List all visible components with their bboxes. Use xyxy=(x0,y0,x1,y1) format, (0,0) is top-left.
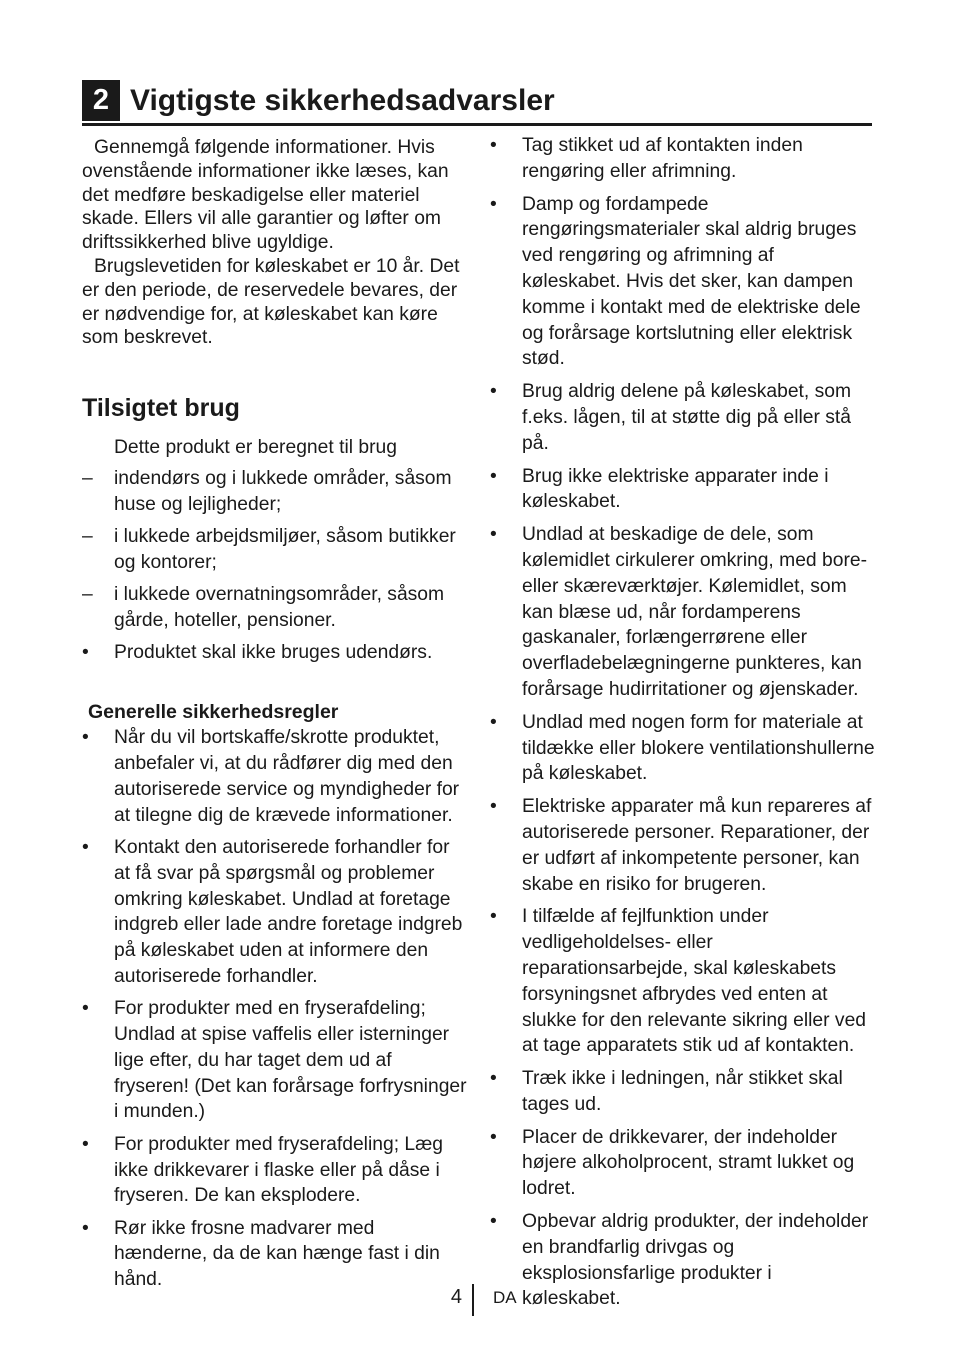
bullet-marker: • xyxy=(490,906,497,928)
dash-marker: – xyxy=(82,526,93,548)
section-header xyxy=(82,80,872,126)
bullet-marker: • xyxy=(490,193,497,215)
intended-use-intro: Dette produkt er beregnet til brug xyxy=(114,437,397,459)
page-number: 4 xyxy=(450,1286,462,1308)
list-item: • Elektriske apparater må kun repareres af autoriserede personer. Reparationer, der er udført af inkompetente personer, kan skabe en risiko for brugeren. xyxy=(490,796,872,895)
list-item: • Undlad at beskadige de dele, som kølemidlet cirkulerer omkring, med bore- eller skæreværktøjer. Kølemidlet, som kan blæse ud, når fordamperens gaskanaler, forlængerrørene eller overfladebelægningerne punkteres, kan forårsage hudirritationer og øjenskader. xyxy=(490,524,868,700)
list-item: • For produkter med en fryserafdeling; Undlad at spise vaffelis eller isterninger lige efter, du har taget dem ud af fryseren! (Det kan forårsage forfrysninger i munden.) xyxy=(82,998,467,1123)
dash-marker: – xyxy=(82,468,93,490)
list-item: • Opbevar aldrig produkter, der indeholder en brandfarlig drivgas og eksplosionsfarlige produkter i køleskabet. xyxy=(490,1211,869,1310)
list-item: • Rør ikke frosne madvarer med hænderne, da de kan hænge fast i din hånd. xyxy=(82,1217,440,1291)
section-number: 2 xyxy=(82,80,120,121)
bullet-marker: • xyxy=(82,642,89,664)
list-item: – i lukkede arbejdsmiljøer, såsom butikker og kontorer; xyxy=(82,526,456,574)
bullet-marker: • xyxy=(82,998,89,1020)
list-item: – i lukkede overnatningsområder, såsom gårde, hoteller, pensioner. xyxy=(82,584,445,632)
list-item: • Brug aldrig delene på køleskabet, som f.eks. lågen, til at støtte dig på eller stå på. xyxy=(490,381,852,454)
list-item: • Kontakt den autoriserede forhandler for at få svar på spørgsmål og problemer omkring køleskabet. Undlad at foretage indgreb eller lade andre foretage indgreb på køleskabet uden at informere den autoriserede forhandler. xyxy=(82,836,463,987)
bullet-marker: • xyxy=(490,381,497,403)
intro-paragraph-1: Gennemgå følgende informationer. Hvis ovenstående informationer ikke læses, kan det medføre beskadigelse eller materiel skade. Ellers vil alle garantier og løfter om driftssikkerhed blive ugyldige. xyxy=(82,137,449,254)
bullet-marker: • xyxy=(490,135,497,156)
page-footer xyxy=(0,1280,954,1320)
intended-use-dash-list xyxy=(82,466,467,634)
bullet-marker: • xyxy=(490,465,497,487)
bullet-marker: • xyxy=(490,524,497,546)
list-item: • For produkter med fryserafdeling; Læg ikke drikkevarer i flaske eller på dåse i fryseren. De kan eksplodere. xyxy=(82,1133,444,1207)
list-item: • Brug ikke elektriske apparater inde i køleskabet. xyxy=(490,465,829,513)
page-title: Vigtigste sikkerhedsadvarsler xyxy=(130,84,555,117)
bullet-marker: • xyxy=(82,727,89,749)
list-item: • Træk ikke i ledningen, når stikket skal tages ud. xyxy=(490,1068,843,1115)
list-item: • Undlad med nogen form for materiale at tildække eller blokere ventilationshullerne på køleskabet. xyxy=(490,711,875,785)
footer-divider xyxy=(472,1284,474,1316)
general-rules-heading: Generelle sikkerhedsregler xyxy=(88,701,339,724)
general-rules-right-list xyxy=(490,133,875,1312)
dash-marker: – xyxy=(82,584,93,606)
bullet-marker: • xyxy=(82,1217,89,1239)
left-column xyxy=(82,130,467,1299)
bullet-marker: • xyxy=(490,1126,497,1148)
bullet-marker: • xyxy=(490,796,497,818)
bullet-marker: • xyxy=(82,1133,89,1155)
list-item: • I tilfælde af fejlfunktion under vedligeholdelses- eller reparationsarbejde, skal køleskabets forsyningsnet afbrydes ved enten at slukke for den relevante sikring eller ved at tage apparatets stik ud af kontakten. xyxy=(490,906,867,1057)
list-item: • Når du vil bortskaffe/skrotte produktet, anbefaler vi, at du rådfører dig med den autoriserede service og myndigheder for at tilegne dig de krævede informationer. xyxy=(82,727,460,826)
general-rules-left-list xyxy=(82,725,467,1293)
intended-use-heading: Tilsigtet brug xyxy=(82,394,240,423)
right-column xyxy=(490,130,875,1319)
list-item: • Placer de drikkevarer, der indeholder højere alkoholprocent, stramt lukket og lodret. xyxy=(490,1126,855,1200)
list-item: • Damp og fordampede rengøringsmaterialer skal aldrig bruges ved rengøring og afrimning af køleskabet. Hvis det sker, kan dampen komme i kontakt med de elektriske dele og forårsage kortslutning eller elektrisk stød. xyxy=(490,193,861,370)
list-item: – indendørs og i lukkede områder, såsom huse og lejligheder; xyxy=(82,468,452,515)
list-item: • Produktet skal ikke bruges udendørs. xyxy=(82,640,467,666)
bullet-marker: • xyxy=(82,836,89,858)
intro-paragraph-2: Brugslevetiden for køleskabet er 10 år. Det er den periode, de reservedele bevares, der er nødvendige for, at køleskabet kan køre som beskrevet. xyxy=(82,255,460,349)
language-code: DA xyxy=(493,1288,517,1307)
bullet-marker: • xyxy=(490,1068,497,1090)
list-item: • Tag stikket ud af kontakten inden rengøring eller afrimning. xyxy=(490,135,803,182)
intended-use-bullet-list xyxy=(82,640,467,666)
bullet-marker: • xyxy=(490,711,497,733)
bullet-marker: • xyxy=(490,1211,497,1233)
